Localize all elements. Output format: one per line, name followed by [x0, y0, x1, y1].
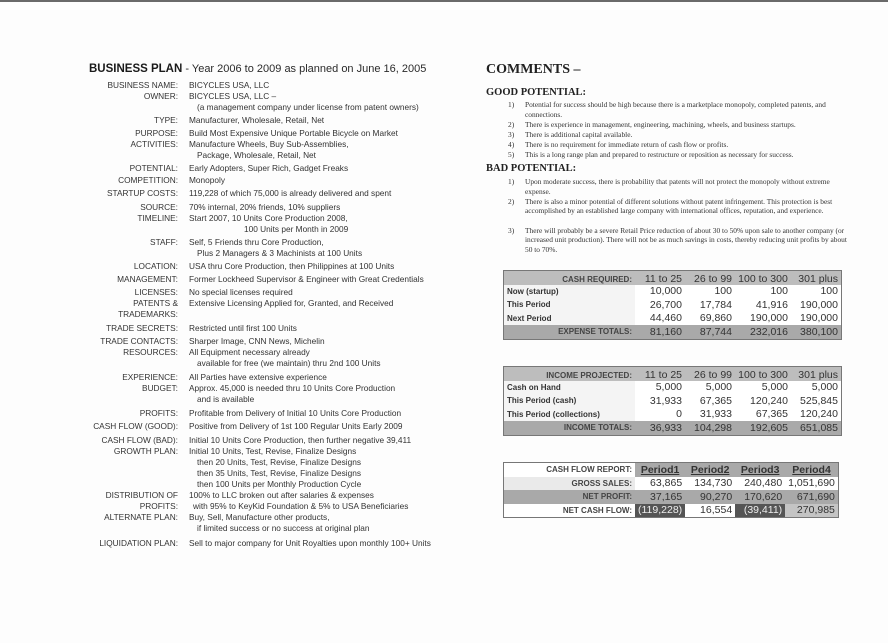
total-row	[504, 421, 842, 435]
field-value: and is available	[197, 394, 255, 404]
plan-subtitle: - Year 2006 to 2009 as planned on June 16, 2005	[182, 63, 427, 75]
field-label: ACTIVITIES:	[130, 139, 178, 149]
field-value: then 100 Units per Monthly Production Cycle	[197, 479, 362, 489]
table-cell: 5,000	[791, 381, 842, 395]
table-cell: 525,845	[791, 394, 842, 408]
field-label: PROFITS:	[139, 408, 178, 418]
field-label: CASH FLOW (GOOD):	[93, 421, 178, 431]
table-cell: 100	[791, 285, 842, 299]
total-cell: 232,016	[735, 325, 791, 339]
table-cell: 31,933	[685, 408, 735, 422]
field-label: GROWTH PLAN:	[113, 446, 178, 456]
field-value: No special licenses required	[189, 287, 293, 297]
field-label: POTENTIAL:	[129, 163, 178, 173]
field-label: DISTRIBUTION OF	[105, 490, 178, 500]
field-label: LICENSES:	[134, 287, 178, 297]
table-cell: CASH FLOW REPORT:	[504, 463, 636, 477]
total-cell: 192,605	[735, 421, 791, 435]
item-text: There is experience in management, engineering, machining, wheels, and business startups.	[525, 119, 796, 129]
bad-potential-title: BAD POTENTIAL:	[486, 163, 577, 174]
table-cell: 67,365	[735, 408, 791, 422]
item-text: There is additional capital available.	[525, 129, 633, 139]
item-number: 3)	[508, 129, 515, 139]
header-cell: 100 to 300	[735, 271, 791, 285]
field-value: Restricted until first 100 Units	[189, 323, 297, 333]
field-value: 100% to LLC broken out after salaries & expenses	[189, 490, 374, 500]
total-cell: 87,744	[685, 325, 735, 339]
table-cell: 190,000	[791, 298, 842, 312]
comment-item	[508, 150, 848, 160]
table-cell: 1,051,690	[785, 477, 838, 491]
field-label: TYPE:	[154, 115, 178, 125]
field-value: USA thru Core Production, then Philippines at 100 Units	[189, 261, 395, 271]
field-value: Early Adopters, Super Rich, Gadget Freaks	[189, 163, 349, 173]
field-value: Sharper Image, CNN News, Michelin	[189, 336, 325, 346]
income-projected-table	[503, 366, 842, 436]
table-cell: This Period (collections)	[504, 408, 636, 422]
field-label: OWNER:	[143, 91, 178, 101]
total-cell: INCOME TOTALS:	[504, 421, 636, 435]
header-cell: 26 to 99	[685, 271, 735, 285]
total-cell: EXPENSE TOTALS:	[504, 325, 636, 339]
header-cell: INCOME PROJECTED:	[504, 367, 636, 381]
table-cell: 190,000	[791, 312, 842, 326]
table-cell: 16,554	[685, 504, 735, 518]
field-value: with 95% to KeyKid Foundation & 5% to USA Beneficiaries	[193, 501, 409, 511]
table-cell: 5,000	[685, 381, 735, 395]
field-value: 70% internal, 20% friends, 10% suppliers	[189, 202, 341, 212]
table-cell: 270,985	[785, 504, 838, 518]
field-value: Plus 2 Managers & 3 Machinists at 100 Units	[197, 248, 363, 258]
field-label: TIMELINE:	[137, 213, 178, 223]
field-label: TRADE CONTACTS:	[100, 336, 178, 346]
comments-title: COMMENTS –	[486, 62, 581, 77]
field-value: All Parties have extensive experience	[189, 372, 327, 382]
field-label: TRADEMARKS:	[118, 309, 178, 319]
table-row	[504, 394, 842, 408]
field-value: 100 Units per Month in 2009	[244, 224, 349, 234]
table-row	[504, 312, 842, 326]
field-value: then 20 Units, Test, Revise, Finalize Designs	[197, 457, 362, 467]
table-cell: 69,860	[685, 312, 735, 326]
field-value: BICYCLES USA, LLC –	[189, 91, 277, 101]
total-row	[504, 325, 842, 339]
field-value: if limited success or no success at original plan	[197, 523, 370, 533]
field-value: Start 2007, 10 Units Core Production 2008,	[189, 213, 348, 223]
total-cell: 380,100	[791, 325, 842, 339]
plan-title	[89, 63, 426, 75]
item-number: 4)	[508, 139, 515, 149]
field-value: then 35 Units, Test, Revise, Finalize Designs	[197, 468, 362, 478]
item-number: 1)	[508, 100, 515, 109]
table-cell: 44,460	[635, 312, 685, 326]
header-cell: 301 plus	[791, 271, 842, 285]
field-value: All Equipment necessary already	[189, 347, 310, 357]
table-cell: 120,240	[735, 394, 791, 408]
field-value: Manufacturer, Wholesale, Retail, Net	[189, 115, 325, 125]
field-label: STARTUP COSTS:	[107, 188, 178, 198]
field-label: RESOURCES:	[123, 347, 178, 357]
field-value: Build Most Expensive Unique Portable Bicycle on Market	[189, 128, 398, 138]
table-cell: 671,690	[785, 490, 838, 504]
table-header-row	[504, 367, 842, 381]
table-cell: This Period	[504, 298, 636, 312]
field-label: MANAGEMENT:	[117, 274, 178, 284]
field-value: available for free (we maintain) thru 2nd 100 Units	[197, 358, 381, 368]
item-number: 1)	[508, 177, 515, 186]
table-row	[504, 477, 839, 491]
item-text: This is a long range plan and prepared to restructure or reposition as necessary for success.	[525, 149, 794, 159]
field-value: (a management company under license from patent owners)	[197, 102, 419, 112]
field-label: CASH FLOW (BAD):	[101, 435, 178, 445]
item-text: Upon moderate success, there is probability that patents will not protect the monopoly without extreme expense.	[525, 177, 830, 196]
header-cell: 11 to 25	[635, 367, 685, 381]
table-row	[504, 463, 839, 477]
field-value: Profitable from Delivery of Initial 10 Units Core Production	[189, 408, 402, 418]
field-label: PATENTS &	[133, 298, 178, 308]
comment-item	[508, 177, 848, 196]
table-row	[504, 381, 842, 395]
item-number: 2)	[508, 196, 515, 206]
comment-item	[508, 120, 848, 130]
field-value: Initial 10 Units, Test, Revise, Finalize Designs	[189, 446, 357, 456]
cash-flow-report-table	[503, 462, 839, 518]
item-text: Potential for success should be high because there is a marketplace monopoly, completed patents, and connections.	[525, 100, 826, 119]
table-cell: Period4	[785, 463, 838, 477]
field-label: SOURCE:	[140, 202, 178, 212]
table-cell: Period3	[735, 463, 785, 477]
header-cell: 301 plus	[791, 367, 842, 381]
header-cell: 26 to 99	[685, 367, 735, 381]
scan-edge-line	[0, 0, 888, 2]
table-cell: Next Period	[504, 312, 636, 326]
header-cell: 100 to 300	[735, 367, 791, 381]
field-label: ALTERNATE PLAN:	[104, 512, 178, 522]
item-number: 2)	[508, 119, 515, 129]
table-cell: 190,000	[735, 312, 791, 326]
table-cell: This Period (cash)	[504, 394, 636, 408]
comment-item	[508, 226, 848, 255]
table-cell: Cash on Hand	[504, 381, 636, 395]
field-value: Initial 10 Units Core Production, then further negative 39,411	[189, 435, 412, 445]
field-label: LOCATION:	[133, 261, 178, 271]
table-cell: 240,480	[735, 477, 785, 491]
field-label: LIQUIDATION PLAN:	[99, 538, 178, 548]
table-cell: 17,784	[685, 298, 735, 312]
comment-item	[508, 197, 848, 216]
total-cell: 36,933	[635, 421, 685, 435]
field-label: STAFF:	[150, 237, 178, 247]
table-cell: 5,000	[735, 381, 791, 395]
field-value: Self, 5 Friends thru Core Production,	[189, 237, 324, 247]
field-value: Approx. 45,000 is needed thru 10 Units Core Production	[189, 383, 396, 393]
table-row	[504, 408, 842, 422]
table-cell: 100	[685, 285, 735, 299]
item-text: There will probably be a severe Retail Price reduction of about 30 to 50% upon sale to another company (or increased unit production). There will not be as much savings in costs, thereby reducing unit profits by about 50 to 70%.	[525, 225, 847, 254]
good-potential-title: GOOD POTENTIAL:	[486, 87, 587, 98]
total-cell: 104,298	[685, 421, 735, 435]
field-value: Package, Wholesale, Retail, Net	[197, 150, 316, 160]
item-text: There is also a minor potential of different solutions without patent infringement. This protection is best accomplished by an established large company with international offices, reputation, and experience.	[525, 196, 833, 216]
total-cell: 651,085	[791, 421, 842, 435]
table-cell: 37,165	[635, 490, 685, 504]
item-number: 5)	[508, 149, 515, 159]
table-cell: 134,730	[685, 477, 735, 491]
table-row	[504, 298, 842, 312]
table-cell: NET CASH FLOW:	[504, 504, 636, 518]
field-value: Buy, Sell, Manufacture other products,	[189, 512, 330, 522]
header-cell: 11 to 25	[635, 271, 685, 285]
table-row	[504, 285, 842, 299]
table-cell: 10,000	[635, 285, 685, 299]
field-value: Former Lockheed Supervisor & Engineer with Great Credentials	[189, 274, 424, 284]
table-cell: 0	[635, 408, 685, 422]
table-cell: Period1	[635, 463, 685, 477]
total-cell: 81,160	[635, 325, 685, 339]
table-row	[504, 504, 839, 518]
item-text: There is no requirement for immediate return of cash flow or profits.	[525, 139, 729, 149]
table-cell: Period2	[685, 463, 735, 477]
table-cell: 41,916	[735, 298, 791, 312]
table-cell: 5,000	[635, 381, 685, 395]
table-cell: Now (startup)	[504, 285, 636, 299]
table-cell: GROSS SALES:	[504, 477, 636, 491]
table-cell: NET PROFIT:	[504, 490, 636, 504]
table-cell: 170,620	[735, 490, 785, 504]
field-label: EXPERIENCE:	[122, 372, 178, 382]
table-cell: 100	[735, 285, 791, 299]
field-value: 119,228 of which 75,000 is already delivered and spent	[189, 188, 392, 198]
table-cell: 90,270	[685, 490, 735, 504]
field-label: BUDGET:	[142, 383, 178, 393]
cash-required-table	[503, 270, 842, 340]
table-cell: 120,240	[791, 408, 842, 422]
plan-title-main: BUSINESS PLAN	[89, 63, 183, 75]
field-label: TRADE SECRETS:	[106, 323, 178, 333]
field-label: PROFITS:	[139, 501, 178, 511]
header-cell: CASH REQUIRED:	[504, 271, 636, 285]
field-value: Positive from Delivery of 1st 100 Regular Units Early 2009	[189, 421, 403, 431]
table-row	[504, 490, 839, 504]
table-cell: (119,228)	[635, 504, 685, 518]
field-label: COMPETITION:	[118, 175, 178, 185]
field-value: Sell to major company for Unit Royalties upon monthly 100+ Units	[189, 538, 431, 548]
field-value: Manufacture Wheels, Buy Sub-Assemblies,	[189, 139, 349, 149]
table-cell: (39,411)	[735, 504, 785, 518]
table-cell: 63,865	[635, 477, 685, 491]
table-cell: 67,365	[685, 394, 735, 408]
field-value: Extensive Licensing Applied for, Granted, and Received	[189, 298, 394, 308]
field-value: Monopoly	[189, 175, 225, 185]
field-label: PURPOSE:	[135, 128, 178, 138]
field-value: BICYCLES USA, LLC	[189, 80, 270, 90]
comment-item	[508, 140, 848, 150]
table-cell: 26,700	[635, 298, 685, 312]
comment-item	[508, 100, 848, 119]
table-cell: 31,933	[635, 394, 685, 408]
comment-item	[508, 130, 848, 140]
table-header-row	[504, 271, 842, 285]
item-number: 3)	[508, 225, 515, 235]
field-label: BUSINESS NAME:	[107, 80, 178, 90]
